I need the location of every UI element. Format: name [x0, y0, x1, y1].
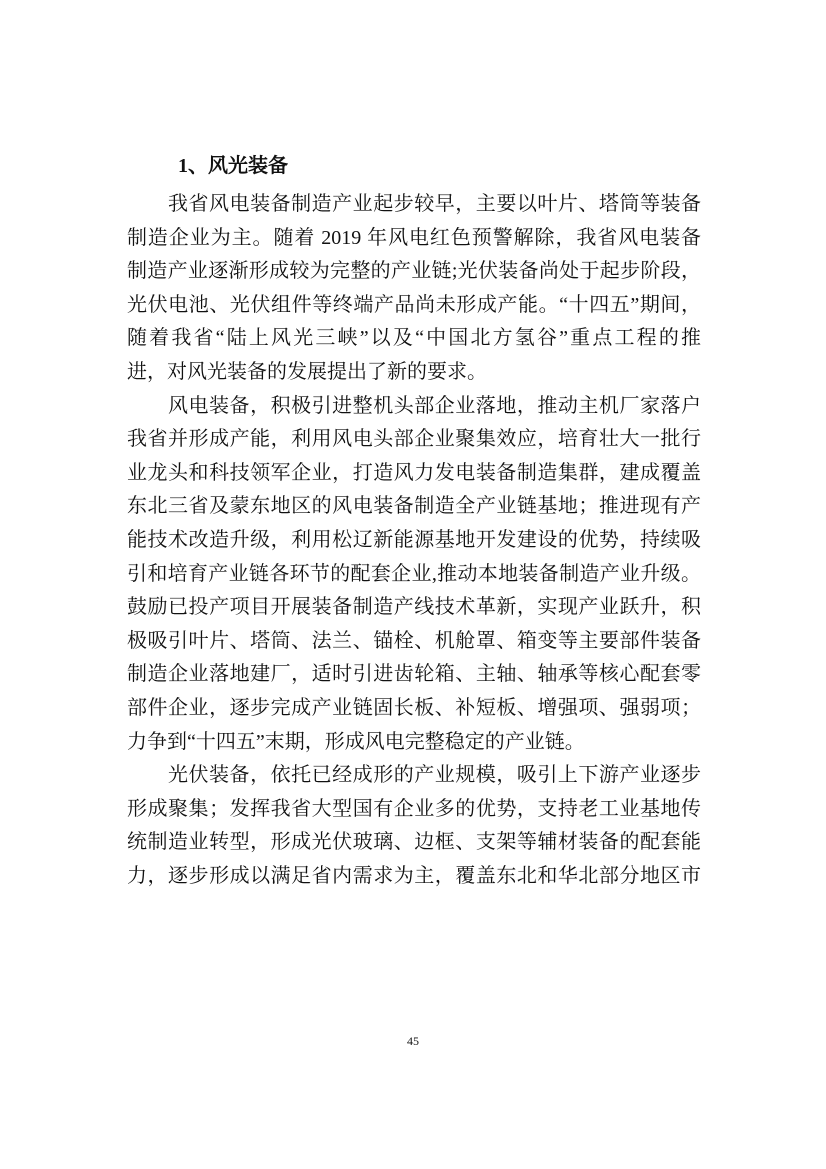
text-line: 力争到“十四五”末期，形成风电完整稳定的产业链。: [127, 730, 585, 753]
text-line: 部件企业，逐步完成产业链固长板、补短板、增强项、强弱项；: [127, 696, 701, 719]
paragraph: [127, 390, 701, 760]
text-line: 制造产业逐渐形成较为完整的产业链;光伏装备尚处于起步阶段，: [127, 260, 701, 283]
text-line: 极吸引叶片、塔筒、法兰、锚栓、机舱罩、箱变等主要部件装备: [127, 629, 701, 652]
page-number: 45: [407, 1034, 419, 1048]
paragraph: [127, 759, 701, 893]
text-line: 鼓励已投产项目开展装备制造产线技术革新，实现产业跃升，积: [127, 596, 701, 619]
section-heading: 1、风光装备: [178, 155, 288, 177]
text-line: 力，逐步形成以满足省内需求为主，覆盖东北和华北部分地区市: [127, 864, 701, 887]
text-line: 制造企业落地建厂，适时引进齿轮箱、主轴、轴承等核心配套零: [127, 663, 701, 686]
text-line: 光伏电池、光伏组件等终端产品尚未形成产能。“十四五”期间，: [127, 293, 701, 316]
text-line: 随着我省“陆上风光三峡”以及“中国北方氢谷”重点工程的推: [127, 327, 701, 350]
document-body: [127, 188, 701, 893]
text-line: 形成聚集；发挥我省大型国有企业多的优势，支持老工业基地传: [127, 797, 701, 820]
text-line: 业龙头和科技领军企业，打造风力发电装备制造集群，建成覆盖: [127, 461, 701, 484]
text-line: 我省风电装备制造产业起步较早，主要以叶片、塔筒等装备: [168, 193, 701, 215]
text-line: 我省并形成产能，利用风电头部企业聚集效应，培育壮大一批行: [127, 428, 701, 451]
text-line: 光伏装备，依托已经成形的产业规模，吸引上下游产业逐步: [168, 764, 701, 787]
paragraph: [127, 188, 701, 390]
text-line: 进，对风光装备的发展提出了新的要求。: [127, 360, 487, 383]
text-line: 东北三省及蒙东地区的风电装备制造全产业链基地；推进现有产: [127, 495, 701, 518]
text-line: 引和培育产业链各环节的配套企业,推动本地装备制造产业升级。: [127, 562, 701, 585]
text-line: 制造企业为主。随着 2019 年风电红色预警解除，我省风电装备: [127, 226, 701, 249]
text-line: 统制造业转型，形成光伏玻璃、边框、支架等辅材装备的配套能: [127, 831, 701, 854]
text-line: 风电装备，积极引进整机头部企业落地，推动主机厂家落户: [168, 394, 701, 417]
text-line: 能技术改造升级，利用松辽新能源基地开发建设的优势，持续吸: [127, 528, 701, 551]
